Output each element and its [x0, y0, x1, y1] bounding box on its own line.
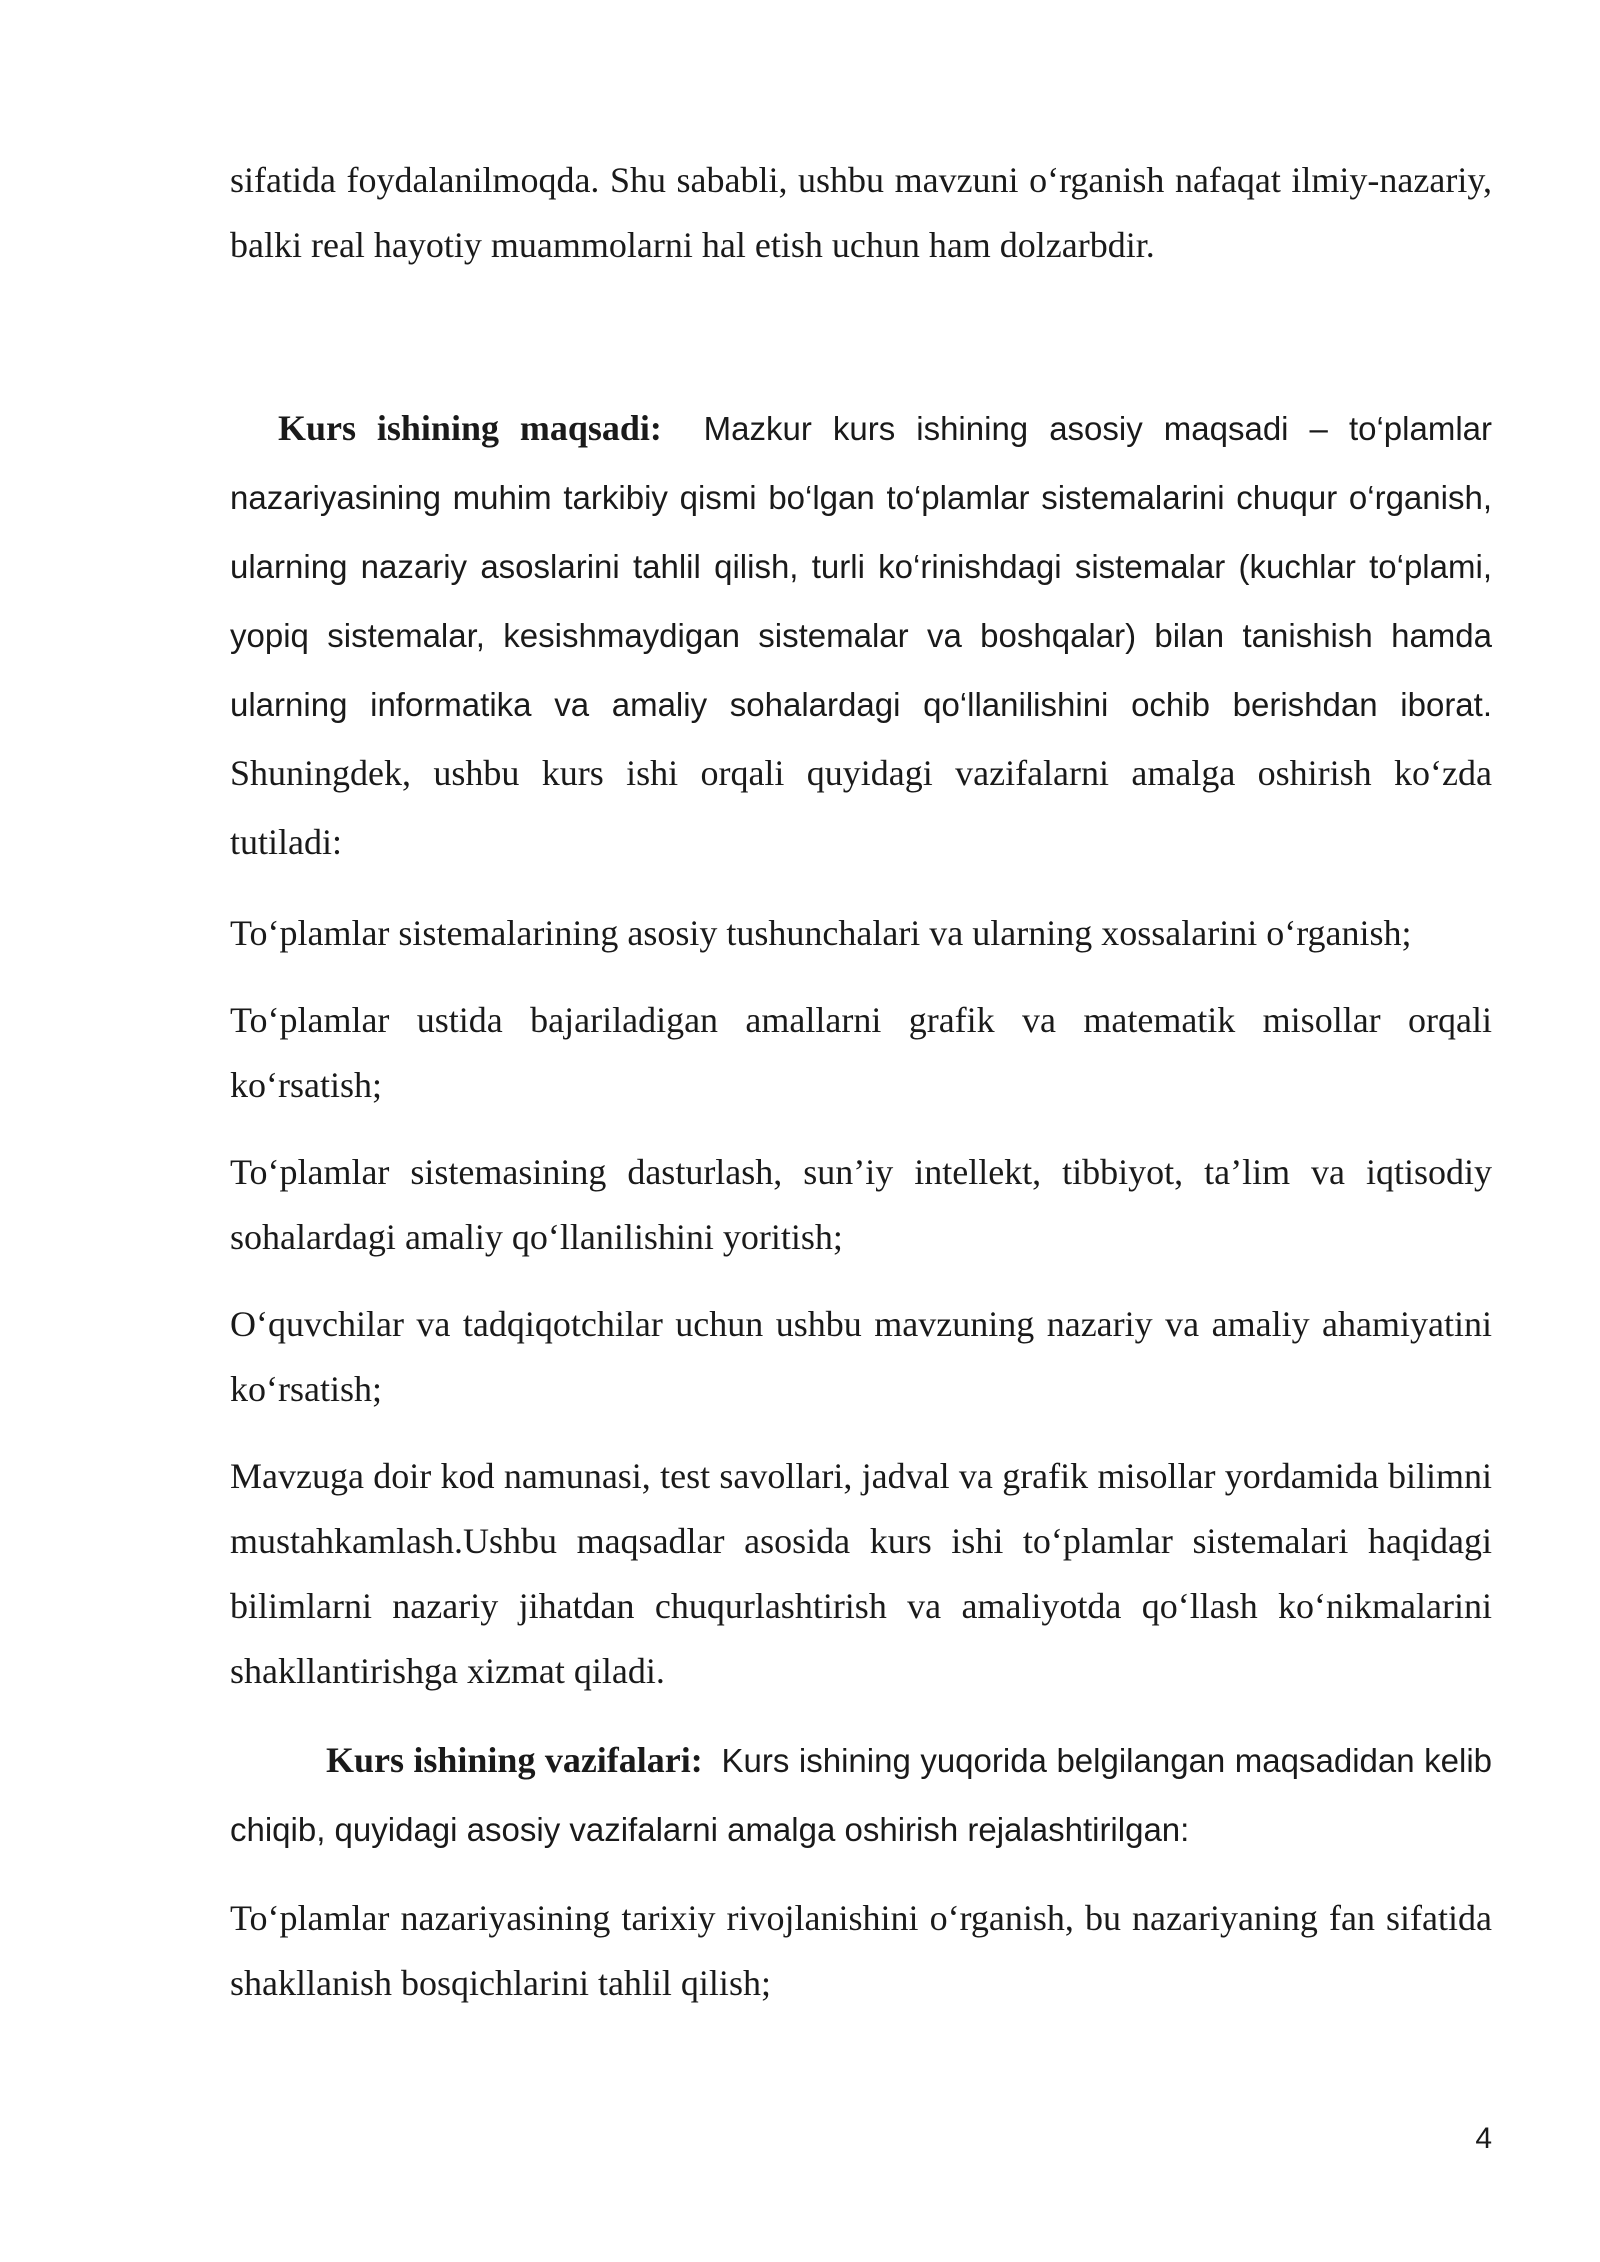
intro-paragraph: sifatida foydalanilmoqda. Shu sababli, ushbu mavzuni o‘rganish nafaqat ilmiy-nazariy, balki real hayotiy muammolarni hal etish uchun ham dolzarbdir.	[230, 160, 1492, 265]
tasks-paragraph	[230, 1726, 1492, 1864]
goal-item: To‘plamlar sistemasining dasturlash, sun’iy intellekt, tibbiyot, ta’lim va iqtisodiy sohalardagi amaliy qo‘llanilishini yoritish;	[230, 1152, 1492, 1257]
goal-heading: Kurs ishining maqsadi:	[278, 408, 662, 448]
page-body	[230, 148, 1492, 2016]
goal-item: O‘quvchilar va tadqiqotchilar uchun ushbu mavzuning nazariy va amaliy ahamiyatini ko‘rsatish;	[230, 1304, 1492, 1409]
goal-item: Mavzuga doir kod namunasi, test savollari, jadval va grafik misollar yordamida bilimni mustahkamlash.Ushbu maqsadlar asosida kurs ishi to‘plamlar sistemalari haqidagi bilimlarni nazariy jihatdan chuqurlashtirish va amaliyotda qo‘llash ko‘nikmalarini shakllantirishga xizmat qiladi.	[230, 1456, 1492, 1691]
goal-item: To‘plamlar sistemalarining asosiy tushunchalari va ularning xossalarini o‘rganish;	[230, 913, 1412, 953]
task-item: To‘plamlar nazariyasining tarixiy rivojlanishini o‘rganish, bu nazariyaning fan sifatida shakllanish bosqichlarini tahlil qilish;	[230, 1898, 1492, 2003]
goal-paragraph	[230, 394, 1492, 877]
goal-text-serif: Shuningdek, ushbu kurs ishi orqali quyidagi vazifalarni amalga oshirish ko‘zda tutiladi:	[230, 753, 1492, 862]
tasks-heading: Kurs ishining vazifalari:	[326, 1740, 703, 1780]
tasks-text-sans: Kurs ishining yuqorida belgilangan maqsadidan kelib chiqib, quyidagi asosiy vazifalarni amalga oshirish rejalashtirilgan:	[230, 1742, 1492, 1848]
page-number: 4	[1475, 2122, 1492, 2155]
goal-item: To‘plamlar ustida bajariladigan amallarni grafik va matematik misollar orqali ko‘rsatish;	[230, 1000, 1492, 1105]
goal-text-sans: Mazkur kurs ishining asosiy maqsadi – to‘plamlar nazariyasining muhim tarkibiy qismi bo‘lgan to‘plamlar sistemalarini chuqur o‘rganish, ularning nazariy asoslarini tahlil qilish, turli ko‘rinishdagi sistemalar (kuchlar to‘plami, yopiq sistemalar, kesishmaydigan sistemalar va boshqalar) bilan tanishish hamda ularning informatika va amaliy sohalardagi qo‘llanilishini ochib berishdan iborat.	[230, 410, 1492, 723]
